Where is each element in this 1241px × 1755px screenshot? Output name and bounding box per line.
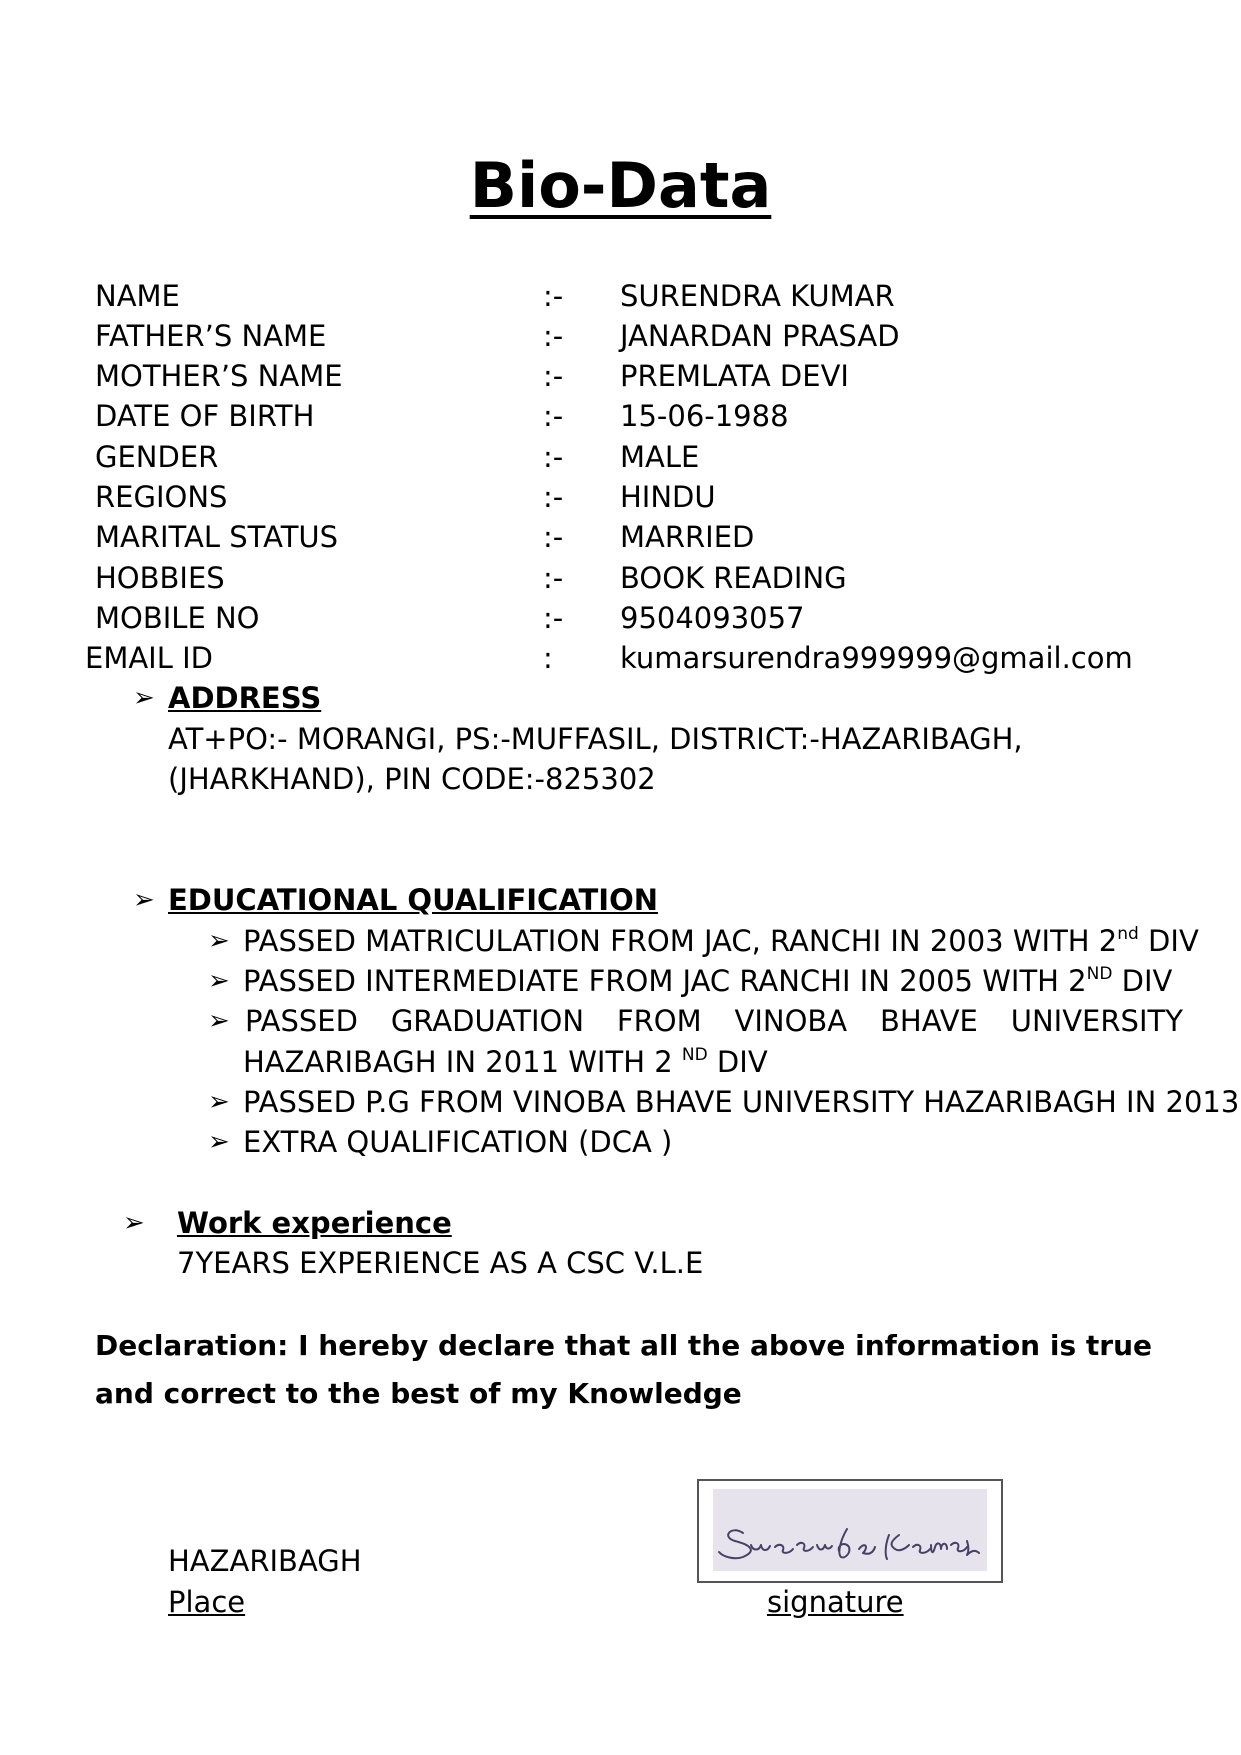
detail-separator: : <box>543 641 553 675</box>
detail-label: GENDER <box>95 440 219 474</box>
place-label: Place <box>168 1585 246 1619</box>
detail-label: DATE OF BIRTH <box>95 399 315 433</box>
education-item <box>243 961 1172 1001</box>
detail-separator: :- <box>543 279 564 313</box>
signature-background <box>713 1489 987 1571</box>
detail-separator: :- <box>543 561 564 595</box>
detail-value: JANARDAN PRASAD <box>620 319 900 353</box>
signature-image <box>697 1479 1003 1583</box>
page-title: Bio-Data <box>469 149 772 222</box>
education-item: EXTRA QUALIFICATION (DCA ) <box>243 1125 673 1159</box>
detail-value: HINDU <box>620 480 716 514</box>
education-item-continued <box>243 1042 768 1082</box>
detail-label: FATHER’S NAME <box>95 319 327 353</box>
detail-value: MALE <box>620 440 700 474</box>
detail-value: SURENDRA KUMAR <box>620 279 895 313</box>
detail-separator: :- <box>543 440 564 474</box>
detail-label: MOTHER’S NAME <box>95 359 343 393</box>
detail-separator: :- <box>543 399 564 433</box>
work-text: 7YEARS EXPERIENCE AS A CSC V.L.E <box>177 1246 704 1280</box>
detail-value: 9504093057 <box>620 601 805 635</box>
item-word: UNIVERSITY <box>1010 1004 1183 1038</box>
item-word: FROM <box>616 1004 702 1038</box>
detail-label: EMAIL ID <box>85 641 213 675</box>
detail-value: PREMLATA DEVI <box>620 359 849 393</box>
ordinal-suffix: ND <box>681 1045 708 1065</box>
detail-label: NAME <box>95 279 180 313</box>
item-text: DIV <box>1138 924 1199 958</box>
bullet-arrow-icon: ➢ <box>133 683 155 713</box>
detail-separator: :- <box>543 520 564 554</box>
bullet-arrow-icon: ➢ <box>208 1006 230 1036</box>
detail-value: kumarsurendra999999@gmail.com <box>620 641 1133 675</box>
bullet-arrow-icon: ➢ <box>133 885 155 915</box>
item-text: PASSED MATRICULATION FROM JAC, RANCHI IN 2003 WITH 2 <box>243 924 1118 958</box>
bullet-arrow-icon: ➢ <box>123 1208 145 1238</box>
handwritten-signature <box>713 1489 987 1571</box>
item-word: VINOBA <box>734 1004 848 1038</box>
address-heading: ADDRESS <box>168 681 322 715</box>
education-item <box>243 921 1199 961</box>
address-line: (JHARKHAND), PIN CODE:-825302 <box>168 762 656 796</box>
item-text: PASSED INTERMEDIATE FROM JAC RANCHI IN 2005 WITH 2 <box>243 964 1087 998</box>
education-heading: EDUCATIONAL QUALIFICATION <box>168 883 659 917</box>
detail-label: MARITAL STATUS <box>95 520 339 554</box>
detail-value: MARRIED <box>620 520 755 554</box>
item-word: GRADUATION <box>390 1004 585 1038</box>
item-text: HAZARIBAGH IN 2011 WITH 2 <box>243 1045 682 1079</box>
place-value: HAZARIBAGH <box>168 1544 362 1578</box>
detail-separator: :- <box>543 601 564 635</box>
ordinal-suffix: ND <box>1086 964 1113 984</box>
detail-separator: :- <box>543 480 564 514</box>
bullet-arrow-icon: ➢ <box>208 1127 230 1157</box>
item-text: DIV <box>707 1045 768 1079</box>
detail-label: REGIONS <box>95 480 228 514</box>
address-line: AT+PO:- MORANGI, PS:-MUFFASIL, DISTRICT:-HAZARIBAGH, <box>168 722 1023 756</box>
detail-value: BOOK READING <box>620 561 847 595</box>
item-word: BHAVE <box>880 1004 978 1038</box>
item-text: DIV <box>1112 964 1173 998</box>
signature-label: signature <box>767 1585 904 1619</box>
detail-value: 15-06-1988 <box>620 399 789 433</box>
detail-separator: :- <box>543 319 564 353</box>
bullet-arrow-icon: ➢ <box>208 1087 230 1117</box>
education-item: PASSED P.G FROM VINOBA BHAVE UNIVERSITY HAZARIBAGH IN 2013 <box>243 1085 1240 1119</box>
detail-label: HOBBIES <box>95 561 225 595</box>
item-word: PASSED <box>245 1004 358 1038</box>
education-item <box>245 1001 1183 1041</box>
work-heading: Work experience <box>177 1206 452 1240</box>
ordinal-suffix: nd <box>1117 924 1139 944</box>
detail-label: MOBILE NO <box>95 601 260 635</box>
bullet-arrow-icon: ➢ <box>208 966 230 996</box>
declaration: Declaration: I hereby declare that all the above information is true and correct to the best of my Knowledge <box>95 1329 1152 1410</box>
bullet-arrow-icon: ➢ <box>208 926 230 956</box>
detail-separator: :- <box>543 359 564 393</box>
